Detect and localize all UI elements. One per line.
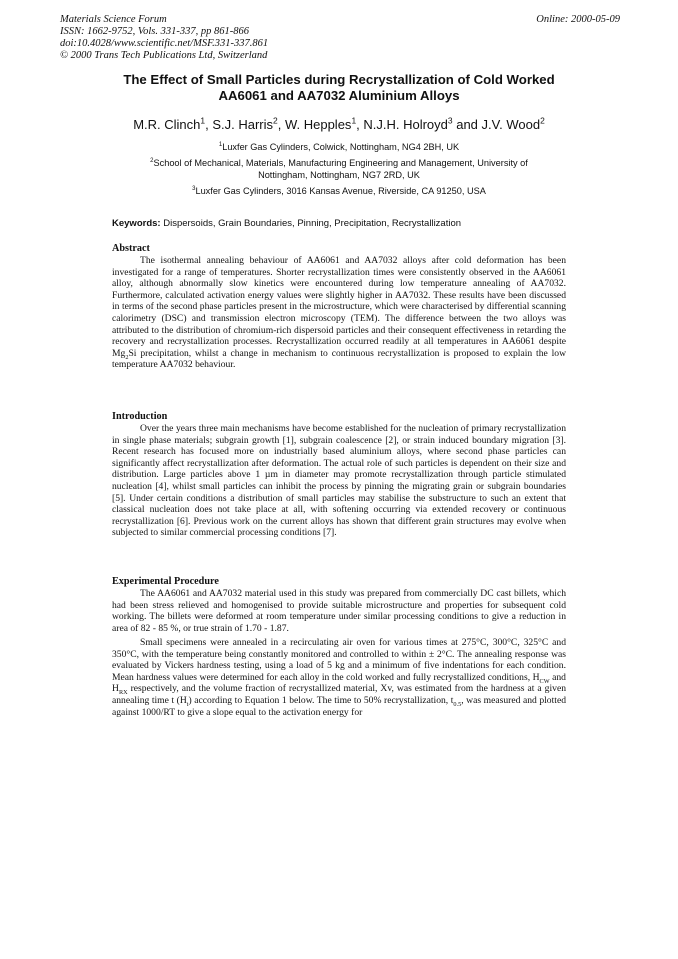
author: M.R. Clinch$^1$, (133, 115, 213, 132)
keywords-text: Dispersoids, Grain Boundaries, Pinning, Precipitation, Recrystallization (160, 218, 462, 229)
author: N.J.H. Holroyd$^3$ and (363, 115, 482, 132)
title-line-1: The Effect of Small Particles during Recrystallization of Cold Worked (123, 72, 555, 87)
doi-link[interactable]: doi:10.4028/www.scientific.net/MSF.331-337.861 (60, 38, 269, 49)
author: J.V. Wood$^2$ (481, 115, 545, 132)
introduction-paragraph: Over the years three main mechanisms have become established for the nucleation of primary recrystallization in single phase materials; subgrain growth [1], subgrain coalescence [2], or strain induced boundary migration [3]. Recent research has focused more on industrially based aluminium alloys, where second phase particles can significantly affect recrystallization after deformation. The actual role of such particles is dependent on their size and distribution. Large particles above 1 µm in diameter may promote recrystallization through particle stimulated nucleation [4], whilst small particles can inhibit the process by pinning the migrating grain or subgrain boundaries [5]. Under certain conditions a distribution of small particles may stabilise the substructure to such an extent that classical nucleation does not take place at all, with softening occurring via extended recovery or continuous recrystallization [6]. Previous work on the current alloys has shown that different grain structures may evolve when subjected to similar commercial processing conditions [7]. (112, 423, 566, 539)
affiliation-1: $^1$Luxfer Gas Cylinders, Colwick, Nottingham, NG4 2BH, UK (218, 141, 460, 152)
author-list (60, 117, 618, 132)
issn-line: ISSN: 1662-9752, Vols. 331-337, pp 861-866 (60, 26, 249, 37)
experimental-paragraph-2: Small specimens were annealed in a recirculating air oven for various times at 275°C, 300°C, 325°C and 350°C, with the temperature being constantly monitored and controlled to within ± 2°C. The annealing response was evaluated by Vickers hardness testing, using a load of 5 kg and a minimum of five indentations for each condition. Mean hardness values were determined for each alloy in the cold worked and fully recrystallized conditions, $H_{CW}$ and $H_{RX}$ respectively, and the volume fraction of recrystallized material, Xv, was estimated from the hardness at a given annealing time t $(H_t)$ according to Equation 1 below. The time to 50% recrystallization, $t_{0.5}$, was measured and plotted against 1000/RT to give a slope equal to the activation energy for (112, 637, 566, 718)
experimental-paragraph-1: The AA6061 and AA7032 material used in this study was prepared from commercially DC cast billets, which had been stress relieved and homogenised to provide suitable microstructure and properties for subsequent cold working. The billets were deformed at room temperature under similar processing conditions to give a reduction in area of 82 - 85 %, or true strain of 1.70 - 1.87. (112, 588, 566, 634)
abstract-paragraph: The isothermal annealing behaviour of AA6061 and AA7032 alloys after cold deformation has been investigated for a range of temperatures. Shorter recrystallization times were consistently observed in the AA6061 alloy, although abnormally slow kinetics were encountered during low temperature annealing of AA7032. Furthermore, calculated activation energy values were slightly higher in AA7032. These results have been discussed in terms of the second phase particles present in the microstructure, which were characterised by differential scanning calorimetry (DSC) and transmission electron microscopy (TEM). The difference between the two alloys was attributed to the distribution of chromium-rich dispersoid particles and their consequent effectiveness in retarding the recovery and recrystallization processes. Recrystallization occurred readily at all temperatures in AA6061 despite $Mg_2Si$ precipitation, whilst a change in mechanism to continuous recrystallization is proposed to explain the low temperature AA7032 behaviour. (112, 255, 566, 371)
paper-title (80, 72, 598, 104)
abstract-heading: Abstract (112, 243, 150, 254)
copyright-line: © 2000 Trans Tech Publications Ltd, Switzerland (60, 50, 268, 61)
author: W. Hepples$^1$, (284, 115, 364, 132)
keywords-label: Keywords: (112, 218, 161, 229)
introduction-heading: Introduction (112, 411, 168, 422)
affiliation-3: $^3$Luxfer Gas Cylinders, 3016 Kansas Avenue, Riverside, CA 91250, USA (192, 185, 486, 196)
keywords (112, 218, 572, 229)
title-line-2: AA6061 and AA7032 Aluminium Alloys (218, 88, 460, 103)
journal-header (60, 14, 268, 62)
online-date: Online: 2000-05-09 (536, 14, 620, 25)
experimental-heading: Experimental Procedure (112, 576, 219, 587)
affiliation-2: $^2$School of Mechanical, Materials, Manufacturing Engineering and Management, University of Nottingham, Nottingham, NG7 2RD, UK (150, 157, 528, 180)
author: S.J. Harris$^2$, (212, 115, 285, 132)
journal-name: Materials Science Forum (60, 14, 167, 25)
